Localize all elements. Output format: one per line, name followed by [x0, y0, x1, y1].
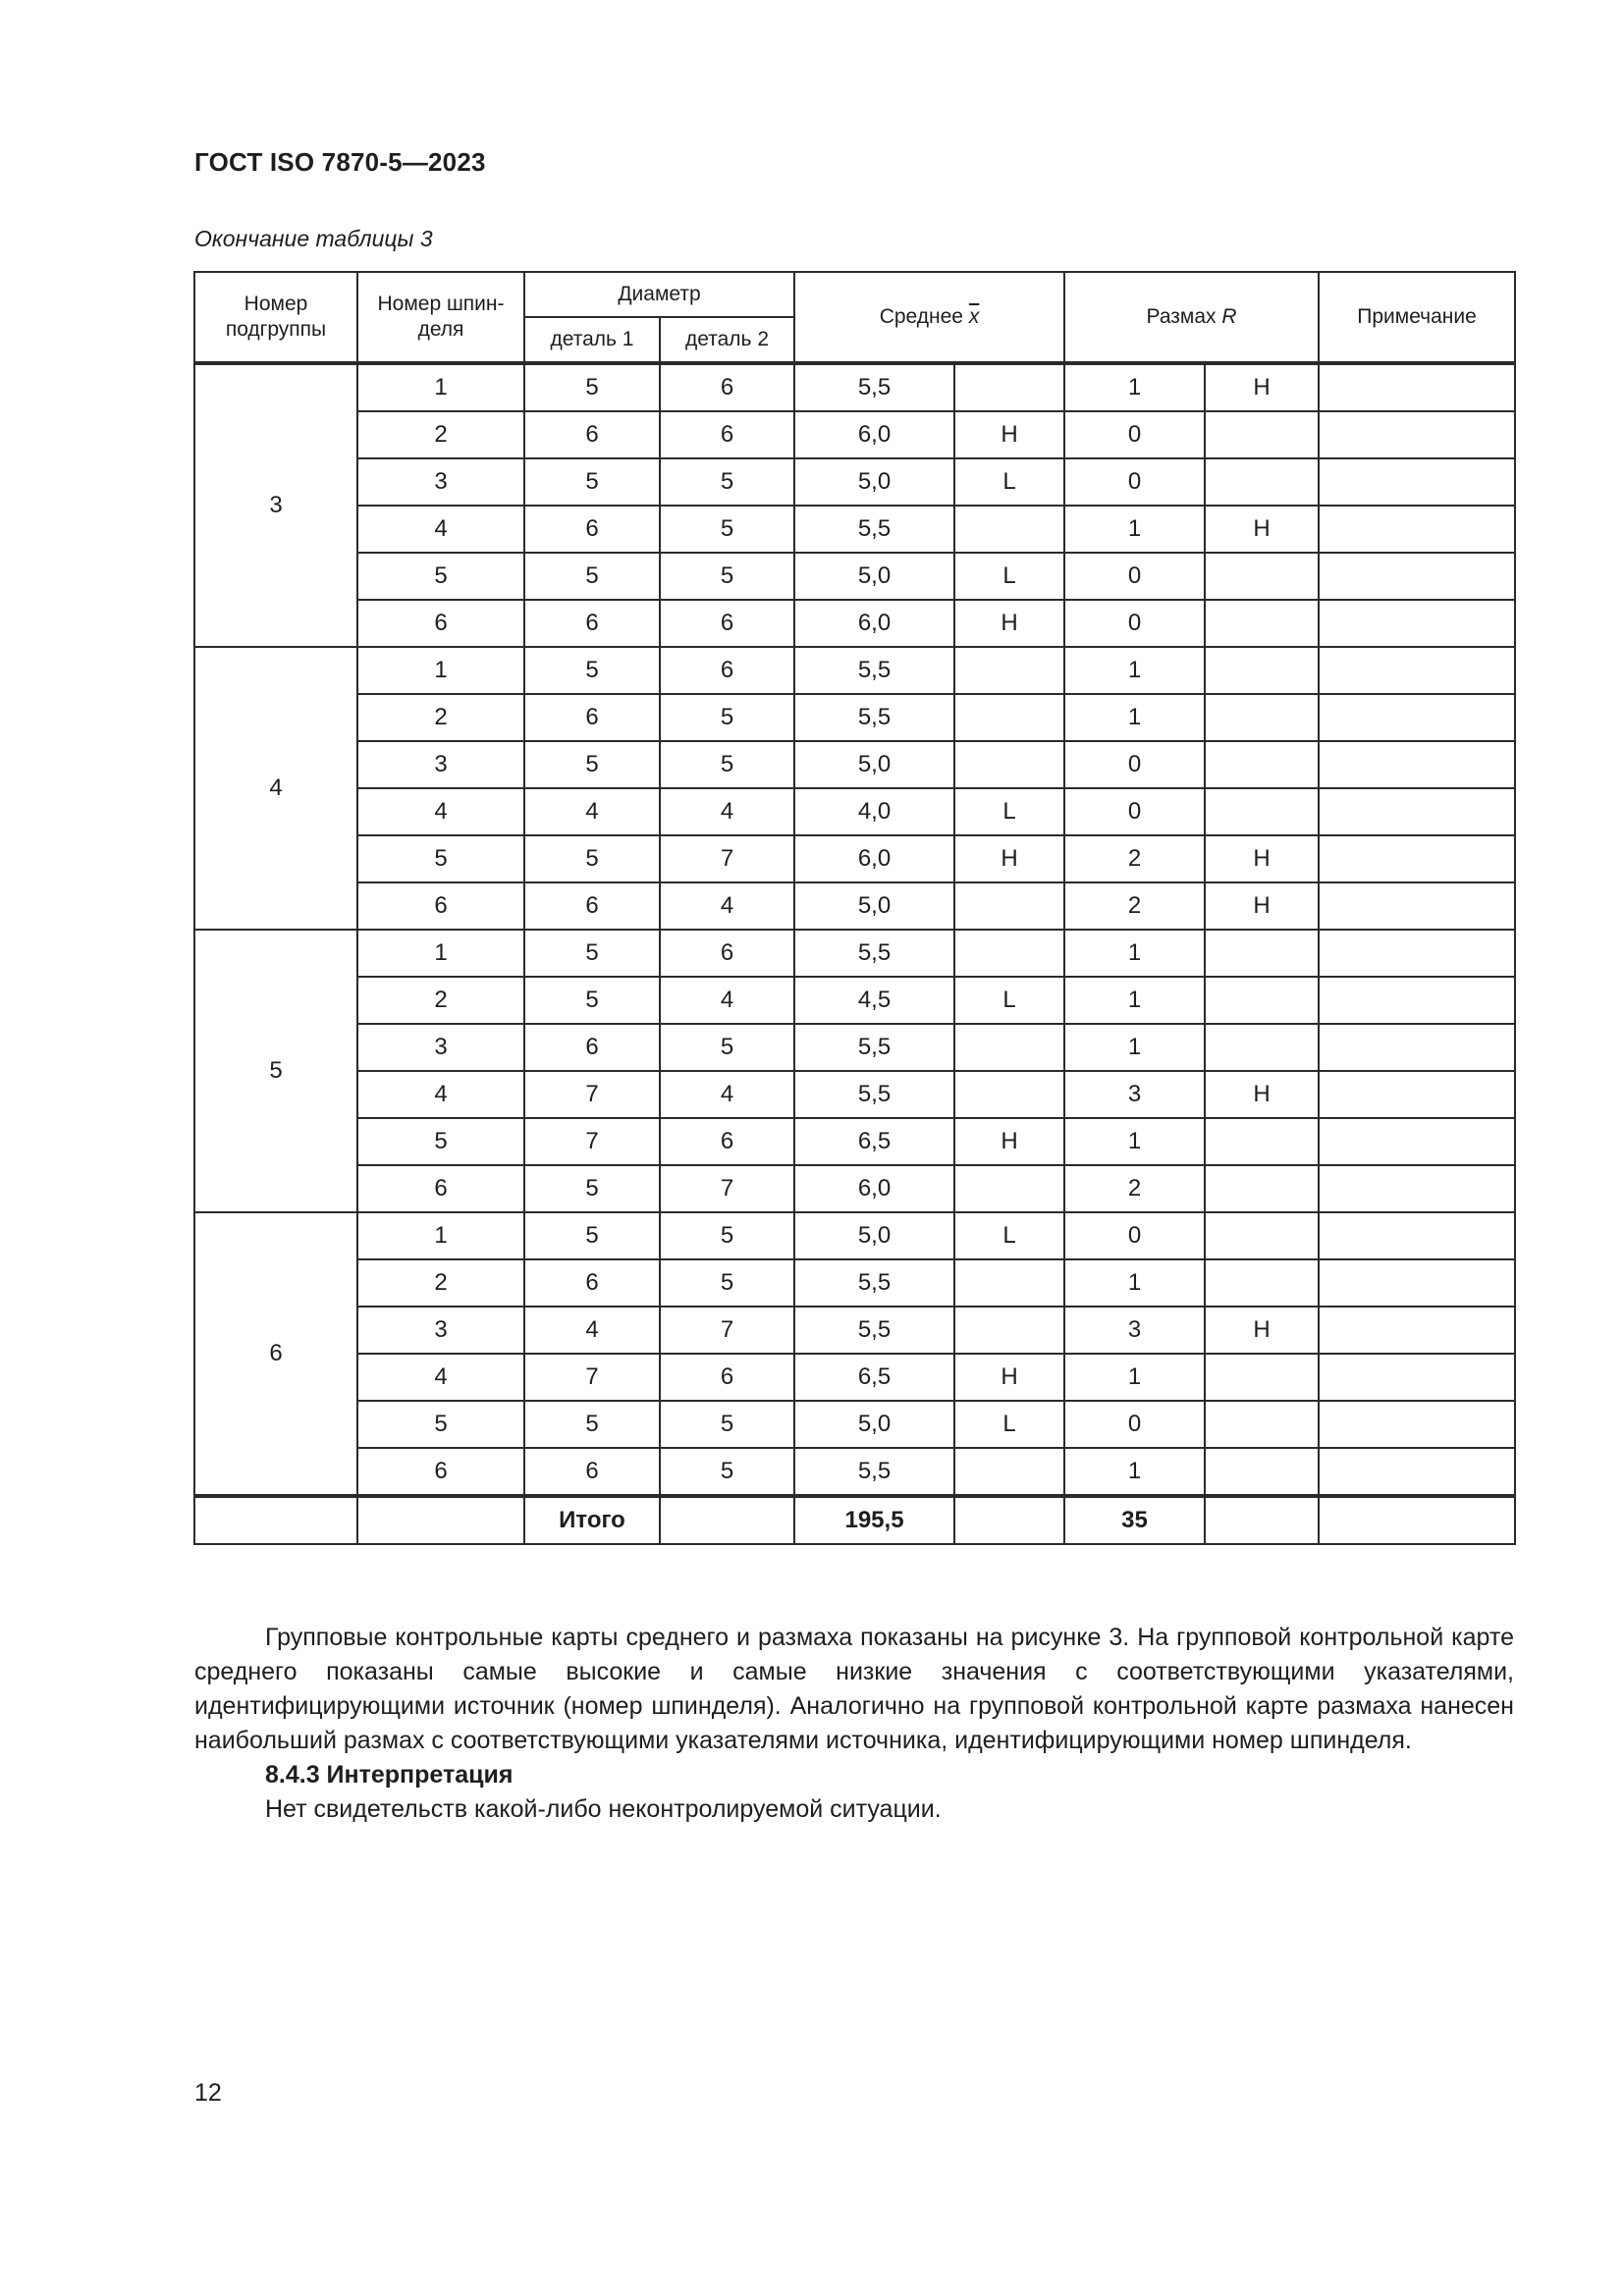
- cell-range-flag: [1205, 553, 1319, 600]
- cell-spindle: 6: [357, 882, 524, 930]
- cell-range: 0: [1064, 788, 1205, 835]
- table-row: [194, 1307, 1515, 1354]
- cell-mean: 6,5: [794, 1118, 954, 1165]
- cell-range-flag: [1205, 1354, 1319, 1401]
- cell-spindle: 1: [357, 1212, 524, 1259]
- table-row: [194, 458, 1515, 506]
- cell-mean-flag: [954, 1259, 1064, 1307]
- cell-note: [1319, 647, 1515, 694]
- cell-mean: 6,0: [794, 835, 954, 882]
- cell-spindle: 2: [357, 694, 524, 741]
- conclusion-text: Нет свидетельств какой-либо неконтролируемой ситуации.: [265, 1795, 942, 1823]
- cell-spindle: 4: [357, 1354, 524, 1401]
- table-row: [194, 1071, 1515, 1118]
- cell-subgroup: 5: [194, 930, 357, 1212]
- cell-mean: 5,5: [794, 1448, 954, 1496]
- cell-diameter-part2: 5: [660, 1024, 794, 1071]
- cell-mean-flag: [954, 741, 1064, 788]
- cell-range: 0: [1064, 1212, 1205, 1259]
- cell-note: [1319, 1165, 1515, 1212]
- table-row: [194, 1024, 1515, 1071]
- cell-diameter-part2: 6: [660, 930, 794, 977]
- cell-note: [1319, 835, 1515, 882]
- cell-empty: [357, 1496, 524, 1544]
- cell-mean-flag: [954, 1024, 1064, 1071]
- cell-range: 0: [1064, 553, 1205, 600]
- table-row: [194, 411, 1515, 458]
- cell-diameter-part1: 5: [524, 647, 660, 694]
- cell-spindle: 3: [357, 458, 524, 506]
- cell-diameter-part2: 5: [660, 1448, 794, 1496]
- cell-diameter-part1: 5: [524, 1212, 660, 1259]
- cell-mean: 5,0: [794, 882, 954, 930]
- table-body: [194, 363, 1515, 1544]
- cell-range-flag: [1205, 788, 1319, 835]
- cell-mean: 5,0: [794, 553, 954, 600]
- table-row: [194, 1401, 1515, 1448]
- cell-range: 0: [1064, 1401, 1205, 1448]
- header-note: Примечание: [1319, 272, 1515, 363]
- table-row: [194, 1354, 1515, 1401]
- table-row: [194, 694, 1515, 741]
- cell-range-flag: [1205, 1401, 1319, 1448]
- cell-note: [1319, 1071, 1515, 1118]
- cell-diameter-part1: 5: [524, 977, 660, 1024]
- table-row: [194, 741, 1515, 788]
- cell-range: 1: [1064, 1118, 1205, 1165]
- cell-diameter-part1: 6: [524, 882, 660, 930]
- cell-range: 0: [1064, 411, 1205, 458]
- table-row: [194, 835, 1515, 882]
- cell-mean: 5,5: [794, 506, 954, 553]
- cell-diameter-part1: 6: [524, 694, 660, 741]
- cell-mean: 5,5: [794, 694, 954, 741]
- cell-mean-flag: L: [954, 553, 1064, 600]
- cell-range: 1: [1064, 1354, 1205, 1401]
- table-row: [194, 788, 1515, 835]
- cell-diameter-part1: 5: [524, 835, 660, 882]
- cell-range-flag: H: [1205, 835, 1319, 882]
- cell-mean: 5,5: [794, 1024, 954, 1071]
- cell-spindle: 5: [357, 835, 524, 882]
- cell-mean-flag: L: [954, 977, 1064, 1024]
- cell-range-flag: [1205, 1024, 1319, 1071]
- cell-mean-flag: H: [954, 411, 1064, 458]
- cell-empty: [954, 1496, 1064, 1544]
- cell-note: [1319, 930, 1515, 977]
- cell-spindle: 3: [357, 741, 524, 788]
- cell-range-flag: H: [1205, 1071, 1319, 1118]
- table-row: [194, 1118, 1515, 1165]
- cell-diameter-part1: 5: [524, 930, 660, 977]
- cell-mean-flag: [954, 1307, 1064, 1354]
- cell-mean: 5,0: [794, 1401, 954, 1448]
- cell-diameter-part1: 6: [524, 411, 660, 458]
- table-row: [194, 1448, 1515, 1496]
- cell-range: 1: [1064, 930, 1205, 977]
- cell-spindle: 6: [357, 1448, 524, 1496]
- cell-diameter-part1: 5: [524, 1165, 660, 1212]
- table-row: [194, 1212, 1515, 1259]
- cell-range: 2: [1064, 1165, 1205, 1212]
- cell-mean-flag: [954, 1071, 1064, 1118]
- cell-diameter-part2: 4: [660, 788, 794, 835]
- cell-range-flag: H: [1205, 506, 1319, 553]
- cell-mean: 4,0: [794, 788, 954, 835]
- cell-diameter-part1: 4: [524, 1307, 660, 1354]
- cell-note: [1319, 1212, 1515, 1259]
- cell-mean: 6,0: [794, 1165, 954, 1212]
- cell-range-flag: [1205, 741, 1319, 788]
- cell-range-flag: [1205, 1165, 1319, 1212]
- cell-diameter-part2: 4: [660, 882, 794, 930]
- cell-diameter-part2: 7: [660, 1307, 794, 1354]
- cell-range-flag: [1205, 458, 1319, 506]
- cell-mean-flag: [954, 694, 1064, 741]
- cell-range: 2: [1064, 835, 1205, 882]
- cell-mean: 5,5: [794, 1071, 954, 1118]
- cell-mean: 5,0: [794, 458, 954, 506]
- header-range-label: Размах: [1146, 305, 1217, 328]
- total-label: Итого: [524, 1496, 660, 1544]
- cell-diameter-part2: 5: [660, 1259, 794, 1307]
- cell-diameter-part2: 4: [660, 1071, 794, 1118]
- cell-empty: [660, 1496, 794, 1544]
- total-range: 35: [1064, 1496, 1205, 1544]
- cell-spindle: 1: [357, 363, 524, 411]
- cell-spindle: 5: [357, 553, 524, 600]
- cell-diameter-part2: 5: [660, 506, 794, 553]
- cell-subgroup: 6: [194, 1212, 357, 1496]
- header-spindle: Номер шпин-деля: [357, 272, 524, 363]
- cell-mean: 5,5: [794, 1259, 954, 1307]
- cell-mean: 5,5: [794, 930, 954, 977]
- cell-diameter-part1: 5: [524, 1401, 660, 1448]
- cell-mean: 5,5: [794, 647, 954, 694]
- cell-diameter-part2: 5: [660, 741, 794, 788]
- header-range: [1064, 272, 1319, 363]
- cell-subgroup: 3: [194, 363, 357, 647]
- cell-range-flag: H: [1205, 363, 1319, 411]
- cell-mean: 5,5: [794, 363, 954, 411]
- cell-range: 1: [1064, 977, 1205, 1024]
- cell-spindle: 4: [357, 788, 524, 835]
- cell-diameter-part2: 6: [660, 600, 794, 647]
- cell-diameter-part2: 5: [660, 1401, 794, 1448]
- table-row: [194, 930, 1515, 977]
- cell-mean-flag: H: [954, 835, 1064, 882]
- cell-note: [1319, 1307, 1515, 1354]
- cell-spindle: 6: [357, 1165, 524, 1212]
- cell-note: [1319, 1354, 1515, 1401]
- cell-empty: [194, 1496, 357, 1544]
- cell-mean-flag: [954, 506, 1064, 553]
- cell-diameter-part1: 6: [524, 1448, 660, 1496]
- cell-diameter-part2: 6: [660, 411, 794, 458]
- cell-note: [1319, 741, 1515, 788]
- cell-range-flag: [1205, 647, 1319, 694]
- header-subgroup: Номер подгруппы: [194, 272, 357, 363]
- cell-note: [1319, 788, 1515, 835]
- cell-range: 1: [1064, 506, 1205, 553]
- cell-diameter-part2: 7: [660, 835, 794, 882]
- cell-range-flag: [1205, 1448, 1319, 1496]
- table-row: [194, 600, 1515, 647]
- table-row: [194, 553, 1515, 600]
- cell-range: 0: [1064, 458, 1205, 506]
- cell-spindle: 6: [357, 600, 524, 647]
- body-paragraph: Групповые контрольные карты среднего и размаха показаны на рисунке 3. На групповой контрольной карте среднего показаны самые высокие и самые низкие значения с соответствующими указателями, идентифицирующими источник (номер шпинделя). Аналогично на групповой контрольной карте размаха нанесен наибольший размах с соответствующими указателями источника, идентифицирующими номер шпинделя.: [194, 1624, 1514, 1754]
- cell-mean-flag: L: [954, 1212, 1064, 1259]
- table-caption: Окончание таблицы 3: [194, 226, 433, 251]
- cell-note: [1319, 1259, 1515, 1307]
- cell-mean: 5,5: [794, 1307, 954, 1354]
- cell-spindle: 4: [357, 1071, 524, 1118]
- cell-note: [1319, 411, 1515, 458]
- cell-range: 0: [1064, 741, 1205, 788]
- table-row: [194, 1259, 1515, 1307]
- cell-range-flag: [1205, 411, 1319, 458]
- body-text: [194, 1621, 1514, 1827]
- cell-spindle: 2: [357, 1259, 524, 1307]
- cell-diameter-part1: 5: [524, 363, 660, 411]
- section-heading: 8.4.3 Интерпретация: [265, 1761, 514, 1789]
- cell-spindle: 3: [357, 1307, 524, 1354]
- x-bar-symbol: $\overline{x}$: [968, 305, 980, 328]
- cell-note: [1319, 600, 1515, 647]
- cell-diameter-part1: 7: [524, 1118, 660, 1165]
- cell-spindle: 5: [357, 1118, 524, 1165]
- cell-diameter-part1: 5: [524, 741, 660, 788]
- cell-diameter-part1: 5: [524, 458, 660, 506]
- cell-range-flag: H: [1205, 1307, 1319, 1354]
- cell-mean: 5,0: [794, 741, 954, 788]
- cell-note: [1319, 694, 1515, 741]
- table-row: [194, 1165, 1515, 1212]
- cell-range-flag: [1205, 977, 1319, 1024]
- table-row: [194, 647, 1515, 694]
- cell-range: 1: [1064, 647, 1205, 694]
- r-symbol: R: [1221, 305, 1237, 328]
- cell-mean: 6,0: [794, 600, 954, 647]
- cell-range-flag: [1205, 1118, 1319, 1165]
- total-row: [194, 1496, 1515, 1544]
- cell-diameter-part2: 6: [660, 647, 794, 694]
- cell-diameter-part1: 6: [524, 1024, 660, 1071]
- cell-spindle: 5: [357, 1401, 524, 1448]
- cell-empty: [1205, 1496, 1319, 1544]
- total-mean: 195,5: [794, 1496, 954, 1544]
- cell-note: [1319, 553, 1515, 600]
- header-mean: [794, 272, 1064, 363]
- cell-diameter-part1: 6: [524, 600, 660, 647]
- document-id: ГОСТ ISO 7870-5—2023: [194, 147, 486, 177]
- cell-mean-flag: [954, 1448, 1064, 1496]
- cell-range: 3: [1064, 1071, 1205, 1118]
- cell-diameter-part2: 5: [660, 1212, 794, 1259]
- cell-diameter-part2: 4: [660, 977, 794, 1024]
- cell-note: [1319, 1448, 1515, 1496]
- cell-diameter-part1: 7: [524, 1354, 660, 1401]
- cell-spindle: 2: [357, 411, 524, 458]
- table-row: [194, 882, 1515, 930]
- cell-mean-flag: [954, 882, 1064, 930]
- cell-note: [1319, 977, 1515, 1024]
- cell-mean: 6,5: [794, 1354, 954, 1401]
- cell-mean-flag: L: [954, 458, 1064, 506]
- cell-mean-flag: [954, 363, 1064, 411]
- cell-mean-flag: H: [954, 1118, 1064, 1165]
- cell-spindle: 4: [357, 506, 524, 553]
- cell-diameter-part1: 7: [524, 1071, 660, 1118]
- cell-spindle: 1: [357, 647, 524, 694]
- cell-note: [1319, 1024, 1515, 1071]
- cell-range-flag: H: [1205, 882, 1319, 930]
- cell-diameter-part2: 6: [660, 1118, 794, 1165]
- header-part-2: деталь 2: [660, 317, 794, 363]
- data-table: [193, 271, 1516, 1545]
- cell-mean-flag: [954, 930, 1064, 977]
- cell-range: 1: [1064, 1259, 1205, 1307]
- cell-mean-flag: L: [954, 788, 1064, 835]
- cell-mean-flag: H: [954, 600, 1064, 647]
- cell-diameter-part2: 6: [660, 1354, 794, 1401]
- cell-note: [1319, 363, 1515, 411]
- cell-diameter-part1: 4: [524, 788, 660, 835]
- cell-range: 1: [1064, 1024, 1205, 1071]
- header-mean-label: Среднее: [879, 305, 963, 328]
- cell-range: 2: [1064, 882, 1205, 930]
- cell-range: 1: [1064, 363, 1205, 411]
- cell-note: [1319, 506, 1515, 553]
- cell-range-flag: [1205, 1259, 1319, 1307]
- cell-range-flag: [1205, 930, 1319, 977]
- cell-mean-flag: [954, 647, 1064, 694]
- cell-note: [1319, 458, 1515, 506]
- cell-mean-flag: [954, 1165, 1064, 1212]
- cell-note: [1319, 1118, 1515, 1165]
- table-row: [194, 506, 1515, 553]
- cell-diameter-part2: 5: [660, 694, 794, 741]
- cell-diameter-part1: 6: [524, 1259, 660, 1307]
- cell-note: [1319, 1401, 1515, 1448]
- cell-mean: 5,0: [794, 1212, 954, 1259]
- cell-diameter-part1: 5: [524, 553, 660, 600]
- cell-diameter-part2: 7: [660, 1165, 794, 1212]
- cell-mean: 6,0: [794, 411, 954, 458]
- cell-mean-flag: H: [954, 1354, 1064, 1401]
- header-part-1: деталь 1: [524, 317, 660, 363]
- cell-range-flag: [1205, 600, 1319, 647]
- cell-empty: [1319, 1496, 1515, 1544]
- cell-diameter-part2: 5: [660, 458, 794, 506]
- cell-mean: 4,5: [794, 977, 954, 1024]
- table-row: [194, 977, 1515, 1024]
- cell-subgroup: 4: [194, 647, 357, 930]
- cell-range: 3: [1064, 1307, 1205, 1354]
- cell-spindle: 3: [357, 1024, 524, 1071]
- cell-range: 1: [1064, 694, 1205, 741]
- cell-range: 1: [1064, 1448, 1205, 1496]
- cell-spindle: 1: [357, 930, 524, 977]
- table-row: [194, 363, 1515, 411]
- cell-diameter-part1: 6: [524, 506, 660, 553]
- header-diameter: Диаметр: [524, 272, 794, 317]
- cell-range: 0: [1064, 600, 1205, 647]
- cell-spindle: 2: [357, 977, 524, 1024]
- cell-range-flag: [1205, 1212, 1319, 1259]
- page-number: 12: [194, 2079, 222, 2107]
- cell-diameter-part2: 6: [660, 363, 794, 411]
- cell-note: [1319, 882, 1515, 930]
- cell-diameter-part2: 5: [660, 553, 794, 600]
- cell-mean-flag: L: [954, 1401, 1064, 1448]
- cell-range-flag: [1205, 694, 1319, 741]
